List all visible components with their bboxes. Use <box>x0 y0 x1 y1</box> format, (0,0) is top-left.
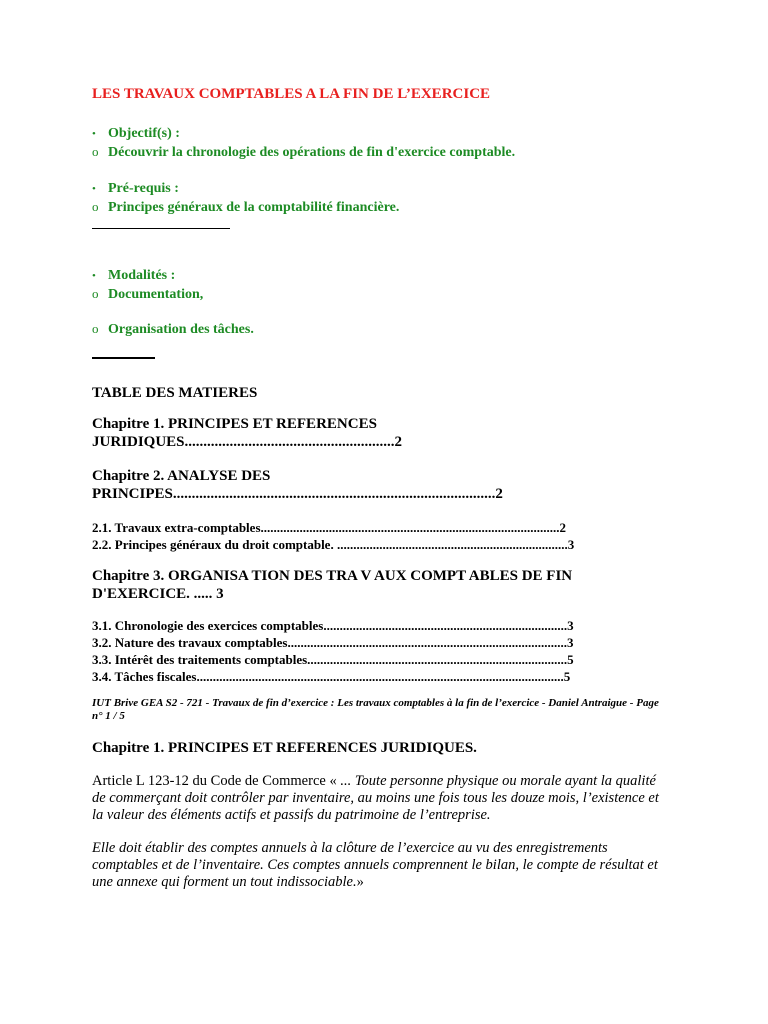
document-title: LES TRAVAUX COMPTABLES A LA FIN DE L’EXERCICE <box>92 86 491 102</box>
bullet-circle-icon: o <box>92 286 99 301</box>
bullet-dot-icon: • <box>92 183 96 195</box>
objectives-item: Découvrir la chronologie des opérations de fin d'exercice comptable. <box>108 145 516 160</box>
quote-text: ... Toute personne physique ou morale ayant la qualité de commerçant doit contrôler par inventaire, au moins une fois tous les douze mois, l’existence et la valeur des éléments actifs et passifs du patrimoine de l’entreprise. <box>92 773 659 823</box>
quote-close: » <box>356 874 364 890</box>
toc-section-3 <box>92 617 672 685</box>
bullet-circle-icon: o <box>92 321 99 336</box>
modalities-item: Organisation des tâches. <box>108 322 254 337</box>
article-quote-paragraph <box>92 773 672 824</box>
toc-entry: 2.2. Principes généraux du droit comptable. .......................................................................3 <box>92 537 575 552</box>
bullet-circle-icon: o <box>92 199 99 214</box>
toc-chapter-1: Chapitre 1. PRINCIPES ET REFERENCES JURIDIQUES........................................................2 <box>92 416 403 450</box>
article-reference: Article L 123-12 du Code de Commerce « <box>92 773 341 789</box>
modalities-section <box>92 267 672 339</box>
toc-entry: 3.3. Intérêt des traitements comptables................................................................................5 <box>92 652 574 667</box>
toc-section-2 <box>92 519 672 553</box>
toc-entry: 3.2. Nature des travaux comptables......................................................................................3 <box>92 635 574 650</box>
toc-chapter-2: Chapitre 2. ANALYSE DES PRINCIPES......................................................................................2 <box>92 468 503 502</box>
divider-line <box>92 228 230 229</box>
objectives-section <box>92 125 672 162</box>
prerequisites-label: Pré-requis : <box>108 181 179 196</box>
page-footer: IUT Brive GEA S2 - 721 - Travaux de fin d’exercice : Les travaux comptables à la fin de l’exercice - Daniel Antraigue - Page n° 1 / 5 <box>92 697 659 722</box>
toc-entry: 3.4. Tâches fiscales.................................................................................................................5 <box>92 669 571 684</box>
toc-chapter-3: Chapitre 3. ORGANISA TION DES TRA V AUX COMPT ABLES DE FIN D'EXERCICE. ..... 3 <box>92 568 573 602</box>
quote-paragraph <box>92 840 672 891</box>
objectives-label: Objectif(s) : <box>108 126 180 141</box>
toc-entry: 2.1. Travaux extra-comptables............................................................................................2 <box>92 520 566 535</box>
bullet-dot-icon: • <box>92 128 96 140</box>
quote-text: Elle doit établir des comptes annuels à la clôture de l’exercice au vu des enregistrements comptables et de l’inventaire. Ces comptes annuels comprennent le bilan, le compte de résultat et une annexe qui forment un tout indissociable. <box>92 840 658 890</box>
prerequisites-item: Principes généraux de la comptabilité financière. <box>108 200 400 215</box>
toc-heading: TABLE DES MATIERES <box>92 385 258 401</box>
bullet-circle-icon: o <box>92 144 99 159</box>
modalities-label: Modalités : <box>108 268 176 283</box>
bullet-dot-icon: • <box>92 270 96 282</box>
document-page <box>92 86 672 891</box>
chapter-1-heading: Chapitre 1. PRINCIPES ET REFERENCES JURIDIQUES. <box>92 740 477 756</box>
prerequisites-section <box>92 180 672 217</box>
divider-line <box>92 357 155 359</box>
toc-entry: 3.1. Chronologie des exercices comptables...........................................................................3 <box>92 618 574 633</box>
modalities-item: Documentation, <box>108 287 204 302</box>
